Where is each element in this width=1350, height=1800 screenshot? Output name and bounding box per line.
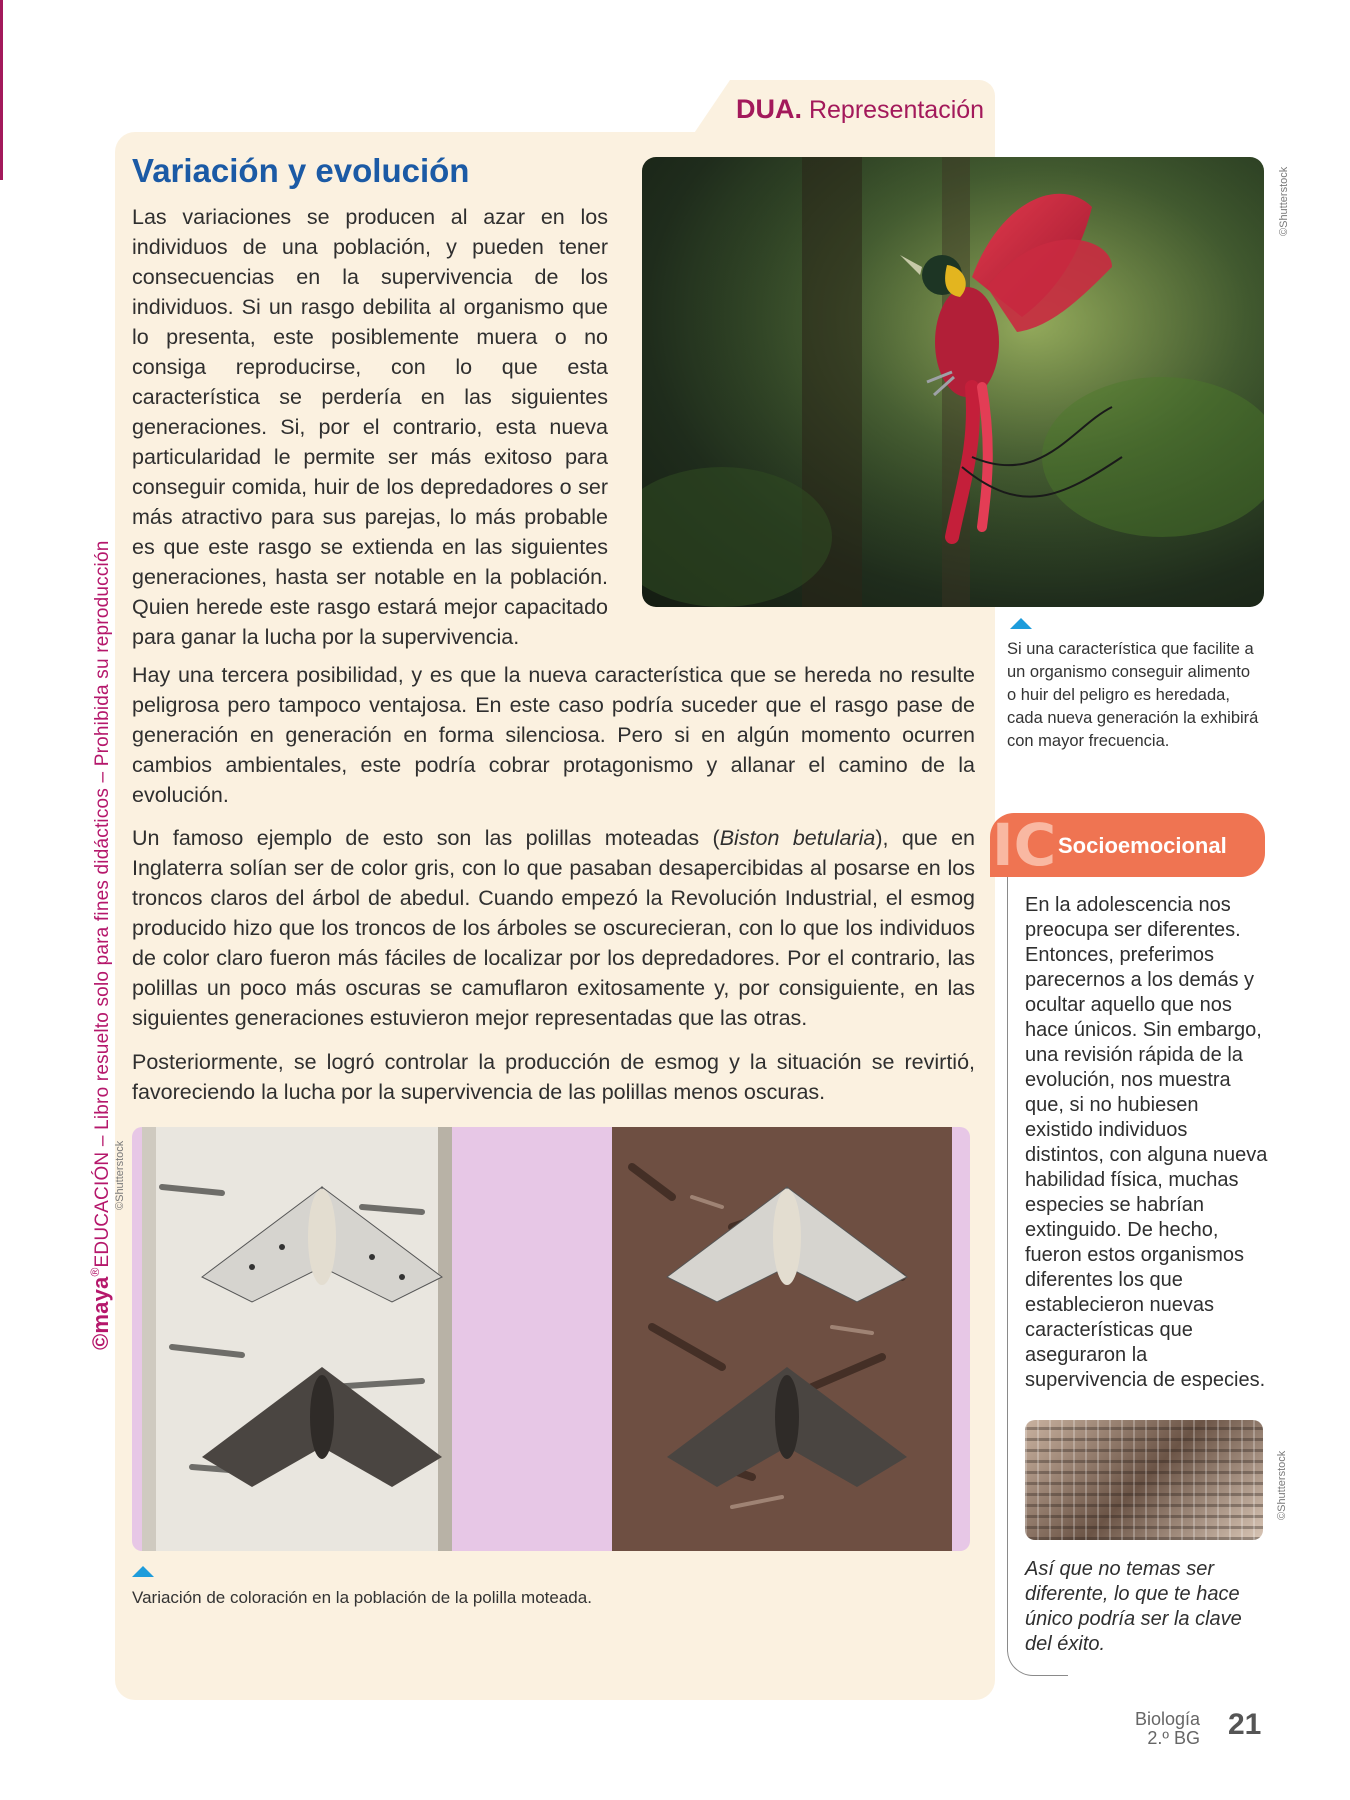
ic-logo-icon: IC bbox=[992, 811, 1057, 879]
dua-representation: Representación bbox=[808, 96, 985, 124]
dua-strong: DUA. bbox=[736, 94, 802, 124]
species-name: Biston betularia bbox=[719, 826, 876, 850]
peppered-moth-photo bbox=[132, 1127, 970, 1551]
socioemocional-body: En la adolescencia nos preocupa ser diferentes. Entonces, preferimos parecernos a los demás y ocultar aquello que nos hace únicos. Sin embargo, una revisión rápida de la evolución, nos muestra que, si no hubiesen existido individuos distintos, con alguna nueva habilidad física, muchas especies se habrían extinguido. De hecho, fueron estos organismos diferentes los que establecieron nuevas características que aseguraron la supervivencia de especies. bbox=[1025, 894, 1268, 1391]
paragraph-peppered-moth bbox=[132, 823, 975, 1033]
caption-triangle-icon bbox=[132, 1566, 154, 1577]
page-number: 21 bbox=[1228, 1708, 1262, 1741]
left-edge-rule bbox=[0, 0, 3, 180]
bird-caption: Si una característica que facilite a un organismo conseguir alimento o huir del peligro es heredada, cada nueva generación la exhibirá con mayor frecuencia. bbox=[1007, 640, 1259, 750]
faces-photo-credit: ©Shutterstock bbox=[1276, 1450, 1288, 1520]
socioemocional-title: Socioemocional bbox=[1058, 833, 1227, 858]
section-title: Variación y evolución bbox=[132, 152, 470, 189]
bird-illustration bbox=[642, 157, 1264, 607]
paragraph-smog-control: Posteriormente, se logró controlar la producción de esmog y la situación se revirtió, favoreciendo la lucha por la supervivencia de las polillas menos oscuras. bbox=[132, 1050, 975, 1104]
bird-of-paradise-photo bbox=[642, 157, 1264, 607]
moth-illustration bbox=[132, 1127, 970, 1551]
caption-triangle-icon bbox=[1010, 618, 1032, 629]
footer-grade: 2.º BG bbox=[1147, 1728, 1200, 1748]
footer-subject-name: Biología bbox=[1134, 1709, 1200, 1729]
footer-subject bbox=[1130, 1710, 1200, 1748]
registered-mark: ® bbox=[88, 1267, 102, 1277]
p3-before: Un famoso ejemplo de esto son las polillas moteadas ( bbox=[132, 826, 720, 850]
moth-caption: Variación de coloración en la población de la polilla moteada. bbox=[132, 1588, 592, 1607]
bird-photo-credit: ©Shutterstock bbox=[1278, 166, 1290, 236]
moth-photo-credit: ©Shutterstock bbox=[114, 1140, 126, 1210]
copyright-text: EDUCACIÓN – Libro resuelto solo para fines didácticos – Prohibida su reproducción bbox=[92, 540, 113, 1268]
publisher-brand: maya bbox=[88, 1276, 113, 1334]
paragraph-third-possibility: Hay una tercera posibilidad, y es que la nueva característica que se hereda no resulte peligrosa pero tampoco ventajosa. En este caso podría suceder que el rasgo pase de generación en generación en forma silenciosa. Pero si en algún momento ocurren cambios ambientales, este podría cobrar protagonismo y allanar el camino de la evolución. bbox=[132, 663, 975, 807]
paragraph-variations: Las variaciones se producen al azar en los individuos de una población, y pueden tener consecuencias en la supervivencia de los individuos. Si un rasgo debilita al organismo que lo presenta, este posiblemente muera o no consiga reproducirse, con lo que esta característica se perdería en las siguientes generaciones. Si, por el contrario, esta nueva particularidad le permite ser más exitoso para conseguir comida, huir de los depredadores o ser más atractivo para sus parejas, lo más probable es que este rasgo se extienda en las siguientes generaciones, hasta ser notable en la población. Quien herede este rasgo estará mejor capacitado para ganar la lucha por la supervivencia. bbox=[132, 205, 608, 649]
p3-after: ), que en Inglaterra solían ser de color gris, con lo que pasaban desapercibidas al posarse en los troncos claros del árbol de abedul. Cuando empezó la Revolución Industrial, el esmog producido hizo que los troncos de los árboles se oscurecieran, con lo que los individuos de color claro fueron más fáciles de localizar por los depredadores. Por el contrario, las polillas un poco más oscuras se camuflaron exitosamente y, por consiguiente, en las siguientes generaciones estuvieron mejor representadas que las otras. bbox=[132, 826, 975, 1030]
socioemocional-closing: Así que no temas ser diferente, lo que te hace único podría ser la clave del éxito. bbox=[1025, 1558, 1242, 1655]
copyright-symbol: © bbox=[88, 1333, 113, 1350]
dua-label bbox=[736, 94, 984, 125]
faces-collage-photo bbox=[1025, 1420, 1263, 1540]
